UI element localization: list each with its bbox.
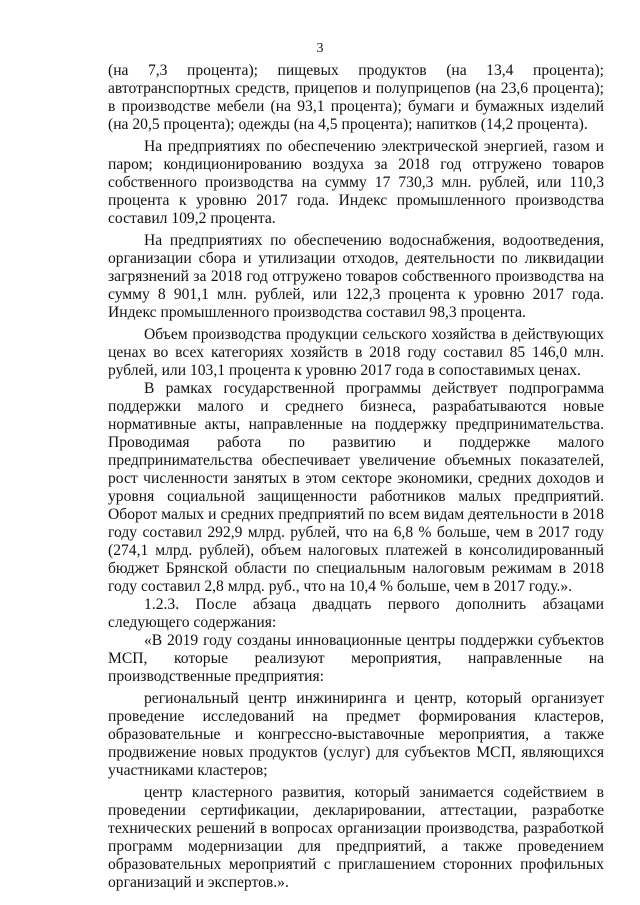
paragraph-small-business: В рамках государственной программы действует подпрограмма поддержки малого и среднего бизнеса, разрабатываются новые нормативные акты, направленные на поддержку предпринимательства. Проводимая работа по развитию и поддержке малого предпринимательства обеспечивает увеличение объемных показателей, рост численности занятых в этом секторе экономики, средних доходов и уровня социальной защищенности работников малых предприятий. Оборот малых и средних предприятий по всем видам деятельности в 2018 году составил 292,9 млрд. рублей, что на 6,8 % больше, чем в 2017 году (274,1 млрд. рублей), объем налоговых платежей в консолидированный бюджет Брянской области по специальным налоговым режимам в 2018 году составил 2,8 млрд. руб., что на 10,4 % больше, чем в 2017 году.». [108, 380, 604, 595]
paragraph-innovation-centers: «В 2019 году созданы инновационные центры поддержки субъектов МСП, которые реализуют мероприятия, направленные на производственные предприятия: [108, 632, 604, 685]
paragraph-amendment: 1.2.3. После абзаца двадцать первого дополнить абзацами следующего содержания: [108, 596, 604, 631]
paragraph-agriculture: Объем производства продукции сельского хозяйства в действующих ценах во всех категориях хозяйств в 2018 году составил 85 146,0 млн. рублей, или 103,1 процента к уровню 2017 года в сопоставимых ценах. [108, 326, 604, 379]
paragraph-electricity: На предприятиях по обеспечению электрической энергией, газом и паром; кондиционированию воздуха за 2018 год отгружено товаров собственного производства на сумму 17 730,3 млн. рублей, или 110,3 процента к уровню 2017 года. Индекс промышленного производства составил 109,2 процента. [108, 138, 604, 227]
document-body [108, 62, 604, 892]
page-number: 3 [316, 41, 324, 56]
paragraph-engineering-center: региональный центр инжиниринга и центр, который организует проведение исследований на предмет формирования кластеров, образовательные и конгрессно-выставочные мероприятия, а также продвижение новых продуктов (услуг) для субъектов МСП, являющихся участниками кластеров; [108, 690, 604, 779]
paragraph-water-supply: На предприятиях по обеспечению водоснабжения, водоотведения, организации сбора и утилизации отходов, деятельности по ликвидации загрязнений за 2018 год отгружено товаров собственного производства на сумму 8 901,1 млн. рублей, или 122,3 процента к уровню 2017 года. Индекс промышленного производства составил 98,3 процента. [108, 232, 604, 321]
paragraph-continuation: (на 7,3 процента); пищевых продуктов (на 13,4 процента); автотранспортных средств, прицепов и полуприцепов (на 23,6 процента); в производстве мебели (на 93,1 процента); бумаги и бумажных изделий (на 20,5 процента); одежды (на 4,5 процента); напитков (14,2 процента). [108, 62, 604, 133]
paragraph-cluster-center: центр кластерного развития, который занимается содействием в проведении сертификации, декларировании, аттестации, разработке технических решений в вопросах организации производства, разработкой программ модернизации для предприятий, а также проведением образовательных мероприятий с приглашением сторонних профильных организаций и экспертов.». [108, 784, 604, 891]
